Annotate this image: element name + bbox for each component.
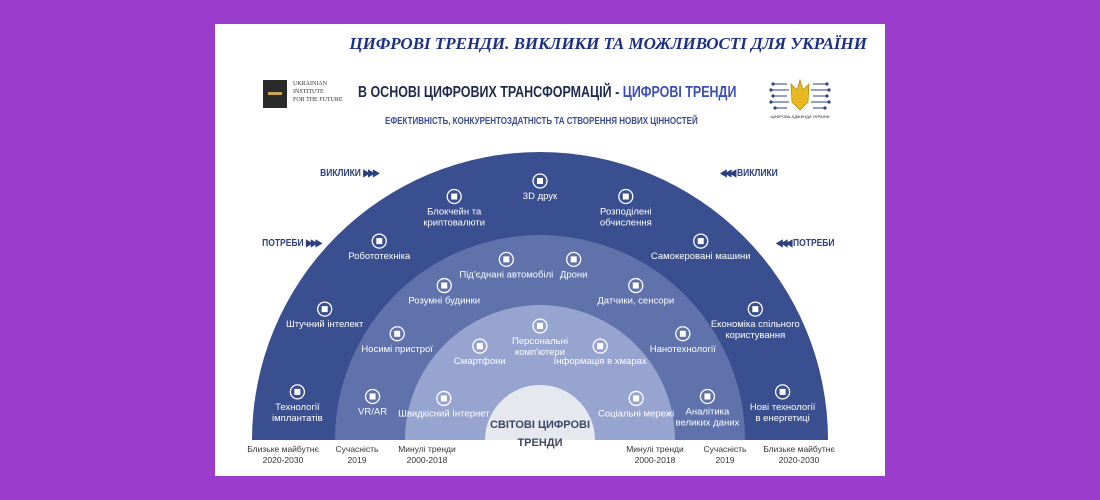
digital-agenda-logo	[767, 76, 833, 122]
center-label-line2: ТРЕНДИ	[517, 437, 563, 449]
ring-item-label: Економіка спільного	[710, 319, 800, 331]
trident-circuit-icon	[767, 76, 833, 114]
ring-item-label: Соціальні мережі	[598, 408, 675, 420]
arrow-right-icon: ▶▶▶	[305, 238, 321, 249]
key-icon	[263, 80, 287, 108]
ring-item-label: 3D друк	[522, 191, 558, 202]
timeline-label: Близьке майбутнє 2020-2030	[763, 444, 835, 465]
ring-item-label: криптовалюти	[423, 217, 486, 229]
ring-item-label: VR/AR	[358, 406, 388, 418]
ring-item-label: Носимі пристрої	[361, 343, 433, 355]
ring-item-label: великих даних	[675, 417, 740, 429]
ring-item-label: комп'ютери	[514, 347, 566, 358]
subtitle-highlight: ЦИФРОВІ ТРЕНДИ	[622, 84, 737, 101]
timeline-label: Сучасність 2019	[335, 444, 379, 465]
timeline-label: Минулі тренди 2000-2018	[398, 444, 456, 465]
institute-logo	[263, 80, 343, 112]
ring-item-label: Інформація в хмарах	[553, 356, 647, 368]
ring-item-label: Блокчейн та	[427, 206, 482, 218]
ring-item-label: Розумні будинки	[408, 295, 481, 307]
ring-item-label: Штучний інтелект	[286, 319, 364, 331]
ring-item-label: імплантатів	[272, 412, 323, 424]
arrow-right-icon: ▶▶▶	[363, 168, 378, 179]
ring-item-label: Нанотехнології	[649, 343, 716, 355]
ring-item-label: Аналітика	[685, 406, 730, 418]
arrow-left-icon: ◀◀◀	[776, 238, 791, 249]
subtitle-prefix: В ОСНОВІ ЦИФРОВИХ ТРАНСФОРМАЦІЙ -	[358, 84, 620, 101]
ring-item-label: в енергетиці	[755, 412, 810, 424]
infographic-card	[215, 24, 885, 476]
ring-item-label: Персональні	[512, 336, 568, 347]
main-title: ЦИФРОВІ ТРЕНДИ. ВИКЛИКИ ТА МОЖЛИВОСТІ ДЛЯ УКРАЇНИ	[349, 34, 867, 53]
needs-label-right: ◀◀◀ ПОТРЕБИ	[776, 238, 835, 249]
arrow-left-icon: ◀◀◀	[720, 168, 735, 179]
tagline: ЕФЕКТИВНІСТЬ, КОНКУРЕНТОЗДАТНІСТЬ ТА СТВОРЕННЯ НОВИХ ЦІННОСТЕЙ	[385, 116, 698, 127]
subtitle	[358, 84, 736, 102]
digital-agenda-logo-text: ЦИФРОВА АДЖЕНДА УКРАЇНИ	[770, 114, 830, 119]
needs-label-left: ПОТРЕБИ ▶▶▶	[262, 238, 321, 249]
center-label-line1: СВІТОВІ ЦИФРОВІ	[489, 419, 591, 431]
ring-item-label: Швидкісний Інтернет	[398, 408, 490, 420]
ring-item-label: Дрони	[559, 269, 588, 281]
ring-item-label: Смартфони	[453, 356, 506, 368]
ring-item-label: Під'єднані автомобілі	[459, 269, 554, 281]
challenges-label-left: ВИКЛИКИ ▶▶▶	[320, 168, 378, 179]
ring-item-label: користування	[725, 330, 786, 342]
ring-item-label: Робототехніка	[348, 251, 411, 263]
timeline-label: Минулі тренди 2000-2018	[626, 444, 684, 465]
ring-item-label: обчислення	[599, 217, 652, 229]
ring-item-label: Технології	[275, 401, 320, 413]
timeline-label: Сучасність 2019	[703, 444, 747, 465]
trend-rings-diagram	[215, 134, 885, 476]
ring-item-label: Датчики, сенсори	[597, 295, 675, 307]
institute-logo-text: UKRAINIAN INSTITUTE FOR THE FUTURE	[293, 81, 343, 103]
ring-item-label: Розподілені	[600, 206, 652, 218]
timeline-label: Близьке майбутнє 2020-2030	[247, 444, 319, 465]
ring-item-label: Самокеровані машини	[650, 251, 751, 263]
challenges-label-right: ◀◀◀ ВИКЛИКИ	[720, 168, 778, 179]
ring-item-label: Нові технології	[749, 401, 816, 413]
